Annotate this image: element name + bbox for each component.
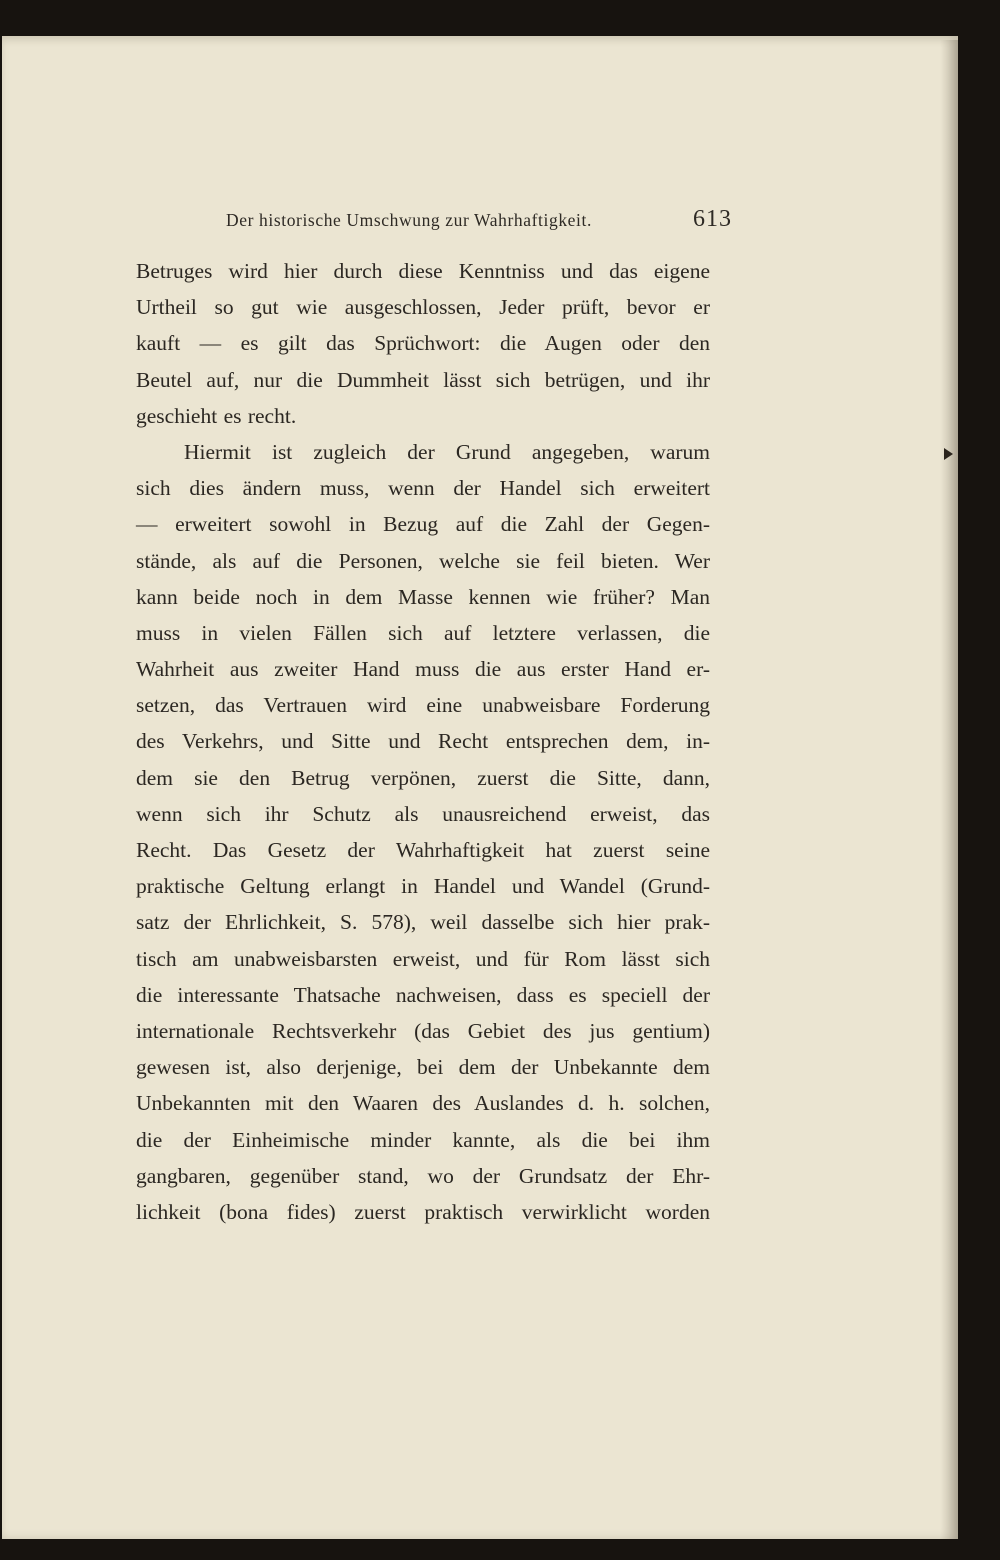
text-line: stände, als auf die Personen, welche sie feil bieten. Wer (136, 548, 710, 573)
text-line: Betruges wird hier durch diese Kenntniss und das eigene (136, 259, 710, 283)
text-line: die interessante Thatsache nachweisen, dass es speciell der (136, 982, 710, 1007)
running-header (226, 206, 732, 240)
text-line: wenn sich ihr Schutz als unausreichend erweist, das (136, 801, 710, 826)
text-line: gewesen ist, also derjenige, bei dem der Unbekannte dem (136, 1055, 710, 1080)
text-line: tisch am unabweisbarsten erweist, und für Rom lässt sich (136, 946, 710, 971)
page-marker-icon (944, 448, 953, 460)
text-line: gangbaren, gegenüber stand, wo der Grundsatz der Ehr- (136, 1163, 710, 1188)
text-line: Wahrheit aus zweiter Hand muss die aus erster Hand er- (136, 657, 710, 682)
text-line: Urtheil so gut wie ausgeschlossen, Jeder prüft, bevor er (136, 295, 710, 320)
text-line: Beutel auf, nur die Dummheit lässt sich betrügen, und ihr (136, 367, 710, 392)
text-line: — erweitert sowohl in Bezug auf die Zahl der Gegen- (136, 512, 710, 537)
text-line: setzen, das Vertrauen wird eine unabweisbare Forderung (136, 693, 710, 718)
text-line: Hiermit ist zugleich der Grund angegeben, warum (184, 439, 710, 464)
text-line: muss in vielen Fällen sich auf letztere verlassen, die (136, 620, 710, 645)
running-title: Der historische Umschwung zur Wahrhaftigkeit. (226, 210, 592, 230)
body-text (136, 253, 710, 1230)
text-line: internationale Rechtsverkehr (das Gebiet des jus gentium) (136, 1018, 710, 1043)
text-line: kann beide noch in dem Masse kennen wie früher? Man (136, 584, 710, 609)
text-line: Unbekannten mit den Waaren des Auslandes d. h. solchen, (136, 1091, 710, 1116)
page-edge-shadow (940, 40, 958, 1539)
text-line: die der Einheimische minder kannte, als die bei ihm (136, 1127, 710, 1152)
text-line: praktische Geltung erlangt in Handel und Wandel (Grund- (136, 874, 710, 899)
text-line: kauft — es gilt das Sprüchwort: die Augen oder den (136, 331, 710, 356)
text-line: Recht. Das Gesetz der Wahrhaftigkeit hat zuerst seine (136, 838, 710, 862)
text-line: dem sie den Betrug verpönen, zuerst die Sitte, dann, (136, 765, 710, 790)
text-line: sich dies ändern muss, wenn der Handel sich erweitert (136, 476, 710, 501)
text-line: lichkeit (bona fides) zuerst praktisch verwirklicht worden (136, 1199, 710, 1224)
text-line: satz der Ehrlichkeit, S. 578), weil dasselbe sich hier prak- (136, 910, 710, 935)
text-line: geschieht es recht. (136, 403, 297, 428)
page-number: 613 (693, 206, 732, 232)
text-line: des Verkehrs, und Sitte und Recht entsprechen dem, in- (136, 729, 710, 754)
